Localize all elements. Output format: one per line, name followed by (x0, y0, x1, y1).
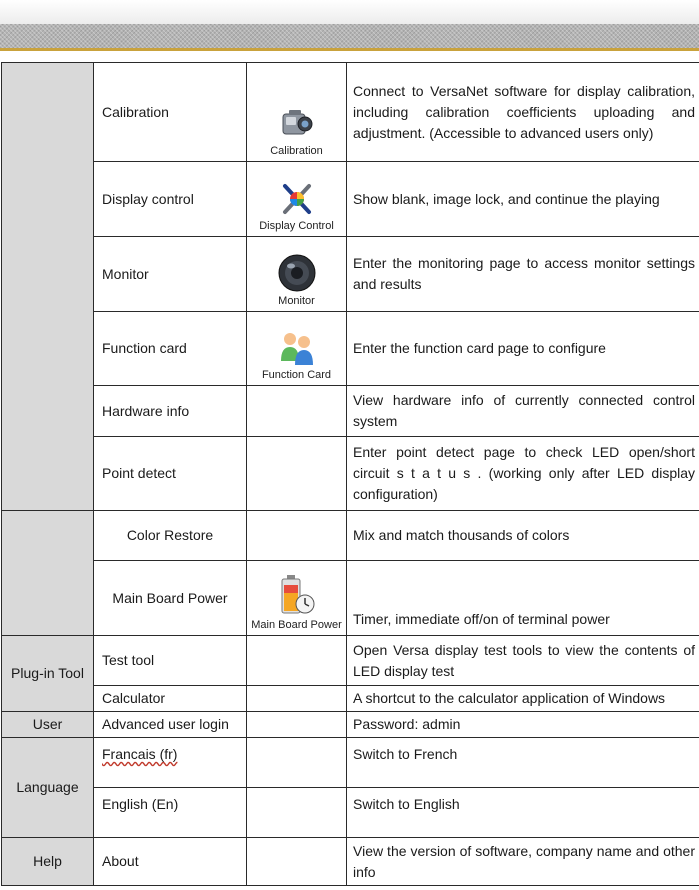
table-row (2, 738, 699, 788)
table-row (2, 237, 699, 312)
feature-table (1, 62, 699, 886)
table-row (2, 312, 699, 386)
description-cell: Enter point detect page to check LED open/short circuit s t a t u s . (working only after LED display configuration) (347, 437, 699, 511)
description-cell: A shortcut to the calculator application of Windows (347, 686, 699, 712)
category-cell: Plug-in Tool (2, 636, 94, 712)
icon-cell-empty (247, 386, 347, 437)
icon-cell-empty (247, 636, 347, 686)
description-cell: Enter the monitoring page to access monitor settings and results (347, 237, 699, 312)
feature-cell: Test tool (94, 636, 247, 686)
feature-cell: Hardware info (94, 386, 247, 437)
table-row (2, 788, 699, 838)
description-cell: Connect to VersaNet software for display calibration, including calibration coefficients uploading and adjustment. (Accessible to advanced users only) (347, 63, 699, 162)
category-cell-blank-1 (2, 63, 94, 511)
category-cell: Help (2, 838, 94, 886)
feature-cell: English (En) (94, 788, 247, 838)
icon-cell-empty (247, 437, 347, 511)
icon-cell-empty (247, 511, 347, 561)
table-row (2, 386, 699, 437)
table-row (2, 838, 699, 886)
table-row (2, 561, 699, 636)
feature-cell: About (94, 838, 247, 886)
feature-cell: Point detect (94, 437, 247, 511)
battery-clock-icon (277, 573, 317, 617)
icon-caption: Main Board Power (251, 619, 342, 631)
description-cell: Open Versa display test tools to view the contents of LED display test (347, 636, 699, 686)
icon-cell-empty (247, 788, 347, 838)
icon-cell (247, 162, 347, 237)
icon-cell-empty (247, 838, 347, 886)
page-header-band (0, 0, 699, 60)
description-cell: Password: admin (347, 712, 699, 738)
icon-caption: Display Control (259, 220, 334, 232)
table-row (2, 686, 699, 712)
icon-caption: Function Card (261, 369, 332, 381)
category-cell: User (2, 712, 94, 738)
table-row (2, 636, 699, 686)
table-row (2, 162, 699, 237)
header-hatch-bar (0, 24, 699, 50)
icon-cell-empty (247, 686, 347, 712)
camcorder-icon (277, 103, 317, 143)
feature-cell: Display control (94, 162, 247, 237)
description-cell: Switch to French (347, 738, 699, 788)
icon-cell-empty (247, 712, 347, 738)
icon-cell-empty (247, 738, 347, 788)
feature-text-french: Francais (fr) (102, 746, 178, 762)
category-cell: Language (2, 738, 94, 838)
table-row (2, 63, 699, 162)
feature-cell: Advanced user login (94, 712, 247, 738)
description-cell: Switch to English (347, 788, 699, 838)
description-cell: View hardware info of currently connected control system (347, 386, 699, 437)
description-cell: Mix and match thousands of colors (347, 511, 699, 561)
category-cell-blank-2 (2, 511, 94, 636)
table-row (2, 511, 699, 561)
users-icon (277, 329, 317, 367)
icon-cell (247, 63, 347, 162)
tools-color-icon (277, 182, 317, 218)
feature-cell: Monitor (94, 237, 247, 312)
monitor-lens-icon (277, 253, 317, 293)
icon-caption: Monitor (278, 295, 315, 307)
description-cell: Enter the function card page to configure (347, 312, 699, 386)
description-cell: View the version of software, company name and other info (347, 838, 699, 886)
feature-cell: Calibration (94, 63, 247, 162)
icon-cell (247, 237, 347, 312)
description-cell: Show blank, image lock, and continue the playing (347, 162, 699, 237)
feature-cell (94, 738, 247, 788)
feature-cell: Color Restore (94, 511, 247, 561)
header-gradient (0, 0, 699, 24)
table-row (2, 437, 699, 511)
table-row (2, 712, 699, 738)
icon-caption: Calibration (270, 145, 323, 157)
feature-cell: Function card (94, 312, 247, 386)
feature-cell: Calculator (94, 686, 247, 712)
header-gold-line (0, 48, 699, 51)
description-cell: Timer, immediate off/on of terminal power (347, 561, 699, 636)
feature-cell: Main Board Power (94, 561, 247, 636)
icon-cell (247, 312, 347, 386)
icon-cell (247, 561, 347, 636)
